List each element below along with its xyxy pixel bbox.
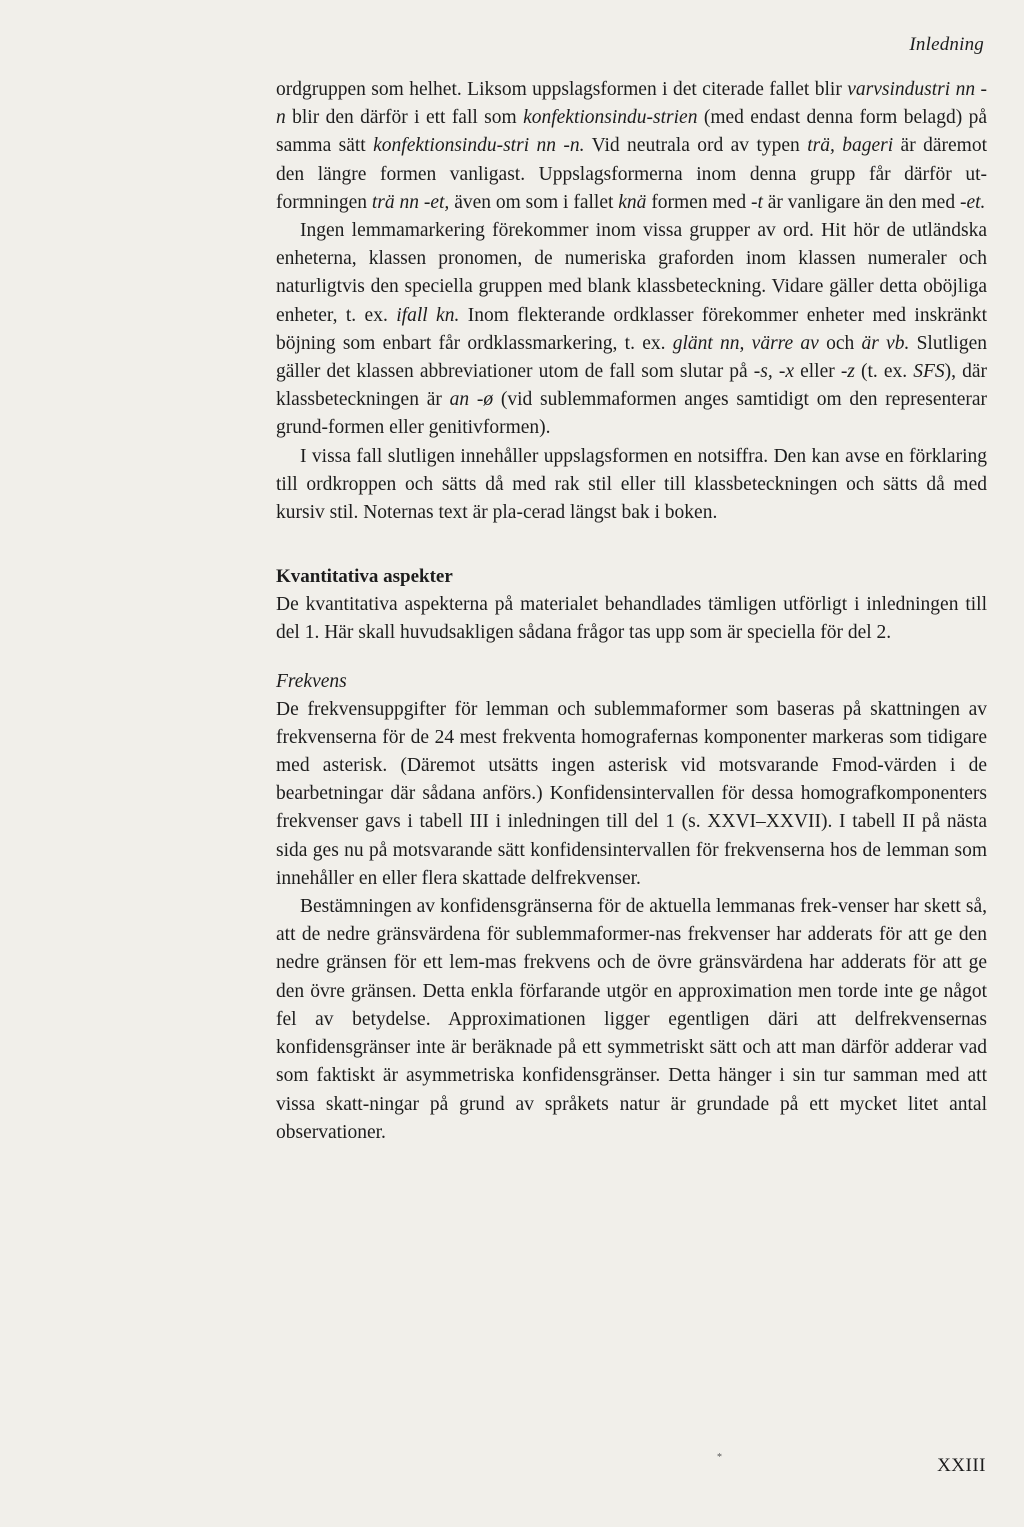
paragraph-4	[276, 591, 987, 647]
italic-run: -et.	[959, 191, 986, 213]
text-run: blir den därför i ett fall som	[285, 107, 524, 129]
text-run: (med endast denna form belagd) på samma sätt	[276, 107, 987, 157]
text-run: är däremot den längre formen vanligast. Uppslagsformerna inom denna grupp får därför ut-formningen	[276, 135, 987, 213]
text-run: Inom flekterande ordklasser förekommer enheter med inskränkt böjning som enbart får ordklassmarkering, t. ex.	[276, 304, 988, 354]
text-run: De kvantitativa aspekterna på materialet behandlades tämligen utförligt i inledningen till del 1. Här skall huvudsakligen sådana frågor tas upp som är speciella för del 2.	[276, 594, 987, 644]
stray-mark: *	[717, 1452, 722, 1463]
italic-run: trä nn -et,	[371, 191, 450, 213]
paragraph-2	[276, 217, 987, 443]
paragraph-1	[276, 76, 987, 217]
paragraph-6	[276, 893, 987, 1147]
italic-run: SFS	[913, 361, 945, 383]
text-run: I vissa fall slutligen innehåller uppslagsformen en notsiffra. Den kan avse en förklaring till ordkroppen och sätts då med rak stil eller till klassbeteckningen och sätts då med kursiv stil. Noternas text är pla-cerad längst bak i boken.	[276, 445, 987, 524]
italic-run: varvsindustri nn -n	[276, 79, 987, 129]
paragraph-5	[276, 696, 987, 893]
italic-run: trä, bageri	[807, 135, 894, 157]
running-head: Inledning	[909, 34, 984, 55]
section-heading: Kvantitativa aspekter	[276, 566, 453, 588]
text-run: Bestämningen av konfidensgränserna för de aktuella lemmanas frek-venser har skett så, att de nedre gränsvärdena för sublemmaformer-nas frekvenser har adderats för att ge den nedre gränsen för ett lem-mas frekvens och de övre gränsvärdena har adderats för att ge den övre gränsen. Detta enkla förfarande utgör en approximation men torde inte ge något fel av betydelse. Approximationen ligger egentligen däri att delfrekvensernas konfidensgränser inte är beräknade på ett symmetriskt sätt och att man därför adderar vad som faktiskt är asymmetriska konfidensgränser. Detta hänger i sin tur samman med att vissa skatt-ningar på grund av språkets natur är grundade på ett mycket litet antal observationer.	[276, 896, 987, 1143]
italic-run: -s, -x	[753, 361, 794, 383]
subsection-heading: Frekvens	[276, 670, 347, 692]
text-run: (t. ex.	[854, 361, 914, 383]
text-run: ordgruppen som helhet. Liksom uppslagsformen i det citerade fallet blir	[276, 79, 848, 100]
italic-run: konfektionsindu-strien	[523, 107, 698, 129]
text-run: även om som i fallet	[449, 191, 619, 213]
italic-run: an -ø	[449, 389, 494, 411]
italic-run: ifall kn.	[396, 304, 460, 326]
text-run: De frekvensuppgifter för lemman och sublemmaformer som baseras på skattningen av frekvenserna för de 24 mest frekventa homografernas komponenter markeras som tidigare med asterisk. (Däremot utsätts ingen asterisk vid motsvarande Fmod-värden i de bearbetningar där sådana anförs.) Konfidensintervallen för dessa homografkomponenters frekvenser gavs i tabell III i inledningen till del 1 (s. XXVI–XXVII). I tabell II på nästa sida ges nu på motsvarande sätt konfidensintervallen för frekvenserna hos de lemman som innehåller en eller flera skattade delfrekvenser.	[276, 698, 987, 889]
text-run: formen med	[646, 191, 751, 213]
paragraph-3	[276, 443, 987, 528]
italic-run: är vb.	[861, 332, 910, 354]
body-text	[276, 76, 987, 1147]
text-run: Ingen lemmamarkering förekommer inom vissa grupper av ord. Hit hör de utländska enheterna, klassen pronomen, de numeriska graforden inom klassen numeraler och naturligtvis den speciella gruppen med blank klassbeteckning. Vidare gäller detta oböjliga enheter, t. ex.	[276, 220, 987, 326]
text-run: och	[818, 332, 862, 354]
text-run: (vid sublemmaformen anges samtidigt om den representerar grund-formen eller genitivformen).	[276, 389, 988, 439]
page-number: XXIII	[937, 1455, 986, 1476]
italic-run: knä	[618, 191, 647, 213]
text-run: eller	[794, 361, 841, 383]
text-run: Vid neutrala ord av typen	[584, 135, 808, 157]
text-run: Slutligen gäller det klassen abbreviationer utom de fall som slutar på	[276, 332, 988, 383]
italic-run: -t	[750, 191, 763, 213]
text-run: är vanligare än den med	[762, 191, 960, 213]
italic-run: glänt nn, värre av	[672, 332, 819, 354]
text-run: ), där klassbeteckningen är	[276, 361, 988, 411]
italic-run: -z	[840, 361, 855, 383]
italic-run: konfektionsindu-stri nn -n.	[373, 135, 585, 157]
